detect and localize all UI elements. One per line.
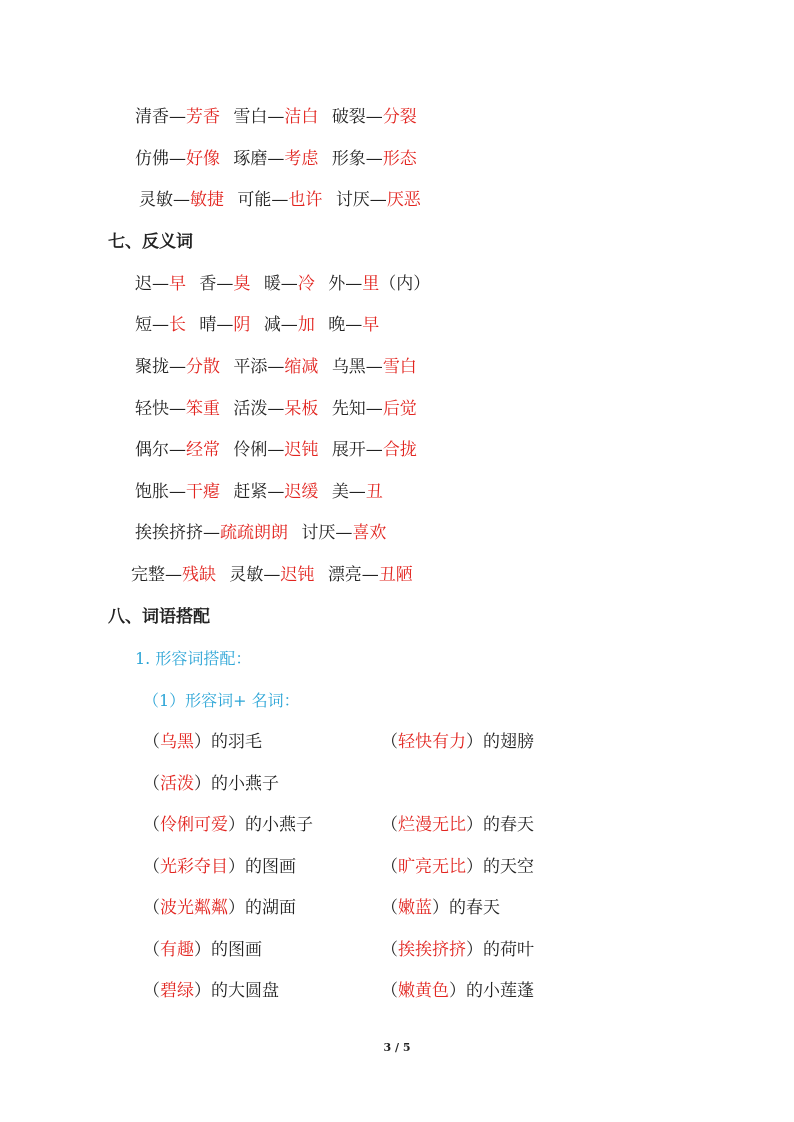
antonym-line-6: 饱胀—干瘪 赶紧—迟缓 美—丑 [135,482,383,502]
antonym-line-1: 迟—早 香—臭 暖—冷 外—里（内） [135,274,431,294]
pair-left-7: （碧绿）的大圆盘 [143,981,279,1001]
pair-right-7: （嫩黄色）的小莲蓬 [381,981,534,1001]
pair-right-1: （轻快有力）的翅膀 [381,732,534,752]
synonym-line-2: 仿佛—好像 琢磨—考虑 形象—形态 [135,149,417,169]
antonym-line-2: 短—长 晴—阴 减—加 晚—早 [135,315,380,335]
subheading-adjective-noun: （1）形容词+ 名词： [143,691,300,710]
pair-left-1: （乌黑）的羽毛 [143,732,262,752]
page-number: 3 / 5 [383,1041,411,1054]
pair-right-4: （旷亮无比）的天空 [381,857,534,877]
pair-left-5: （波光粼粼）的湖面 [143,898,296,918]
pair-right-3: （烂漫无比）的春天 [381,815,534,835]
pair-left-3: （伶俐可爱）的小燕子 [143,815,313,835]
section-heading-collocation: 八、词语搭配 [108,607,210,627]
pair-right-6: （挨挨挤挤）的荷叶 [381,940,534,960]
antonym-line-8: 完整—残缺 灵敏—迟钝 漂亮—丑陋 [131,565,413,585]
pair-left-4: （光彩夺目）的图画 [143,857,296,877]
antonym-line-3: 聚拢—分散 平添—缩减 乌黑—雪白 [135,357,417,377]
pair-left-2: （活泼）的小燕子 [143,774,279,794]
synonym-line-3: 灵敏—敏捷 可能—也许 讨厌—厌恶 [139,190,421,210]
antonym-line-5: 偶尔—经常 伶俐—迟钝 展开—合拢 [135,440,417,460]
pair-left-6: （有趣）的图画 [143,940,262,960]
subheading-adjective-collocation: 1. 形容词搭配： [135,649,252,668]
synonym-line-1: 清香—芳香 雪白—洁白 破裂—分裂 [135,107,417,127]
antonym-line-4: 轻快—笨重 活泼—呆板 先知—后觉 [135,399,417,419]
pair-right-5: （嫩蓝）的春天 [381,898,500,918]
section-heading-antonyms: 七、反义词 [108,232,193,252]
antonym-line-7: 挨挨挤挤—疏疏朗朗 讨厌—喜欢 [135,523,387,543]
